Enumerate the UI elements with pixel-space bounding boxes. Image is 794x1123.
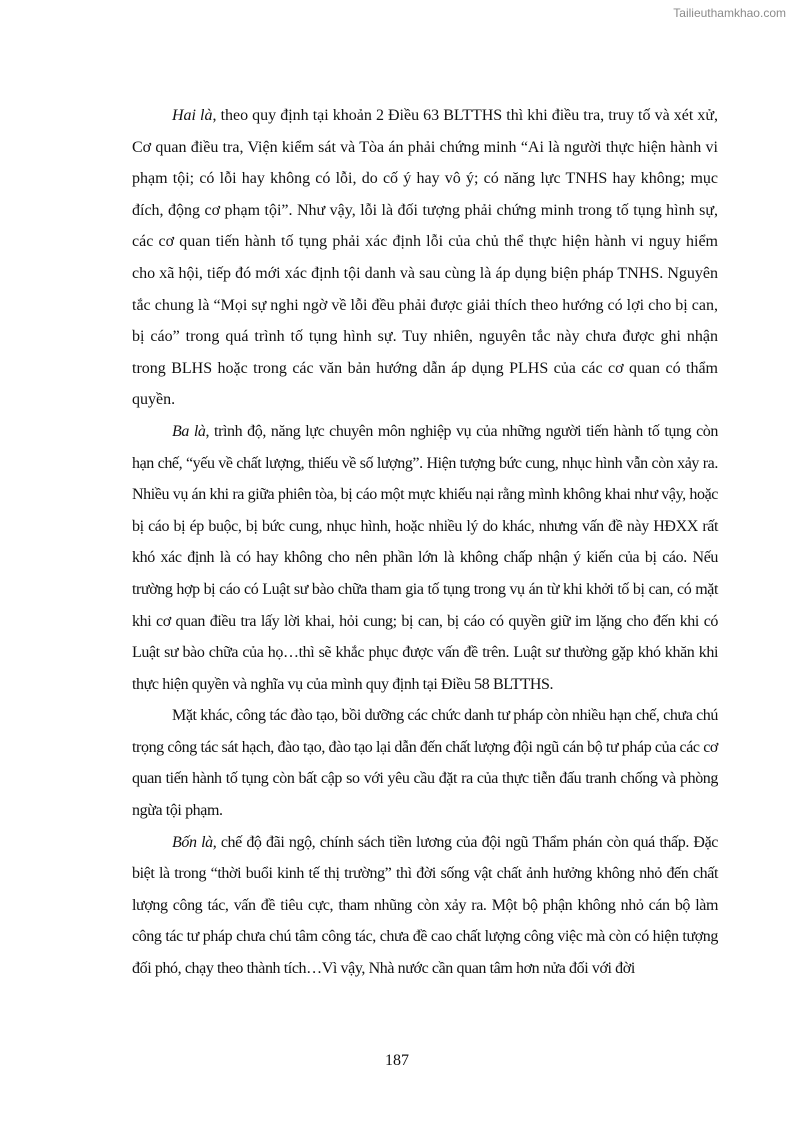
- paragraph-mat-khac: [132, 700, 718, 826]
- paragraph-text: , chế độ đãi ngộ, chính sách tiền lương của đội ngũ Thẩm phán còn quá thấp. Đặc biệt là trong “thời buổi kinh tế thị trường” thì đời sống vật chất ảnh hưởng không nhỏ đến chất lượng công tác, vấn đề tiêu cực, tham nhũng còn xảy ra. Một bộ phận không nhỏ cán bộ làm công tác tư pháp chưa chú tâm công tác, chưa đề cao chất lượng công việc mà còn có hiện tượng đối phó, chạy theo thành tích…Vì vậy, Nhà nước cần quan tâm hơn nửa đối với đời: [132, 833, 718, 978]
- paragraph-text: , theo quy định tại khoản 2 Điều 63 BLTTHS thì khi điều tra, truy tố và xét xử, Cơ quan điều tra, Viện kiểm sát và Tòa án phải chứng minh “Ai là người thực hiện hành vi phạm tội; có lỗi hay không có lỗi, do cố ý hay vô ý; có năng lực TNHS hay không; mục đích, động cơ phạm tội”. Như vậy, lỗi là đối tượng phải chứng minh trong tố tụng hình sự, các cơ quan tiến hành tố tụng phải xác định lỗi của chủ thể thực hiện hành vi nguy hiểm cho xã hội, tiếp đó mới xác định tội danh và sau cùng là áp dụng biện pháp TNHS. Nguyên tắc chung là “Mọi sự nghi ngờ về lỗi đều phải được giải thích theo hướng có lợi cho bị can, bị cáo” trong quá trình tố tụng hình sự. Tuy nhiên, nguyên tắc này chưa được ghi nhận trong BLHS hoặc trong các văn bản hướng dẫn áp dụng PLHS của các cơ quan có thẩm quyền.: [132, 107, 718, 409]
- paragraph-text: , trình độ, năng lực chuyên môn nghiệp vụ của những người tiến hành tố tụng còn hạn chế, “yếu về chất lượng, thiếu về số lượng”. Hiện tượng bức cung, nhục hình vẫn còn xảy ra. Nhiều vụ án khi ra giữa phiên tòa, bị cáo một mực khiếu nại rằng mình không khai như vậy, hoặc bị cáo bị ép buộc, bị bức cung, nhục hình, hoặc nhiều lý do khác, nhưng vấn đề này HĐXX rất khó xác định là có hay không cho nên phần lớn là không chấp nhận ý kiến của bị cáo. Nếu trường hợp bị cáo có Luật sư bào chữa tham gia tố tụng trong vụ án từ khi khởi tố bị can, có mặt khi cơ quan điều tra lấy lời khai, hỏi cung; bị can, bị cáo có quyền giữ im lặng cho đến khi có Luật sư bào chữa của họ…thì sẽ khắc phục được vấn đề trên. Luật sư thường gặp khó khăn khi thực hiện quyền và nghĩa vụ của mình quy định tại Điều 58 BLTTHS.: [132, 422, 718, 693]
- paragraph-text: Mặt khác, công tác đào tạo, bồi dưỡng các chức danh tư pháp còn nhiều hạn chế, chưa chú trọng công tác sát hạch, đào tạo, đào tạo lại dẫn đến chất lượng đội ngũ cán bộ tư pháp của các cơ quan tiến hành tố tụng còn bất cập so với yêu cầu đặt ra của thực tiễn đấu tranh chống và phòng ngừa tội phạm.: [132, 707, 718, 820]
- paragraph-lead: Hai là: [172, 107, 213, 124]
- paragraph-ba-la: [132, 416, 718, 700]
- paragraph-hai-la: [132, 100, 718, 416]
- page-number: 187: [385, 1052, 409, 1069]
- paragraph-bon-la: [132, 827, 718, 985]
- paragraph-lead: Bốn là: [172, 833, 213, 851]
- document-body: [132, 100, 718, 985]
- watermark: Tailieuthamkhao.com: [673, 6, 786, 20]
- paragraph-lead: Ba là: [172, 422, 206, 440]
